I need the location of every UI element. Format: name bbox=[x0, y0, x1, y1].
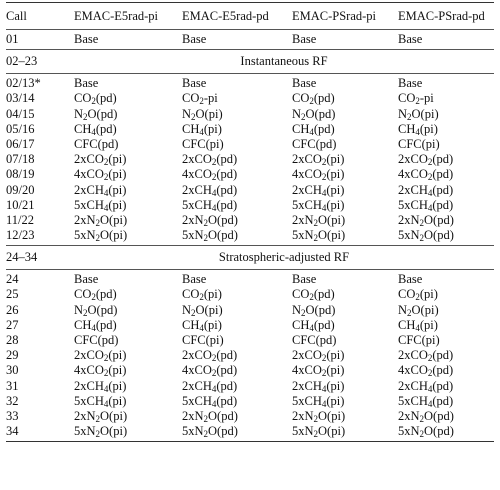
table-row bbox=[6, 228, 494, 243]
table-cell: Base bbox=[74, 76, 99, 91]
table-cell: 2xCO$_2$(pd) bbox=[182, 348, 238, 364]
table-row bbox=[6, 318, 494, 333]
table-cell: 4xCO$_2$(pi) bbox=[292, 363, 345, 379]
call-cell: 31 bbox=[6, 378, 19, 393]
table-cell: 2xCH$_4$(pi) bbox=[74, 182, 127, 198]
table-cell: 4xCO$_2$(pd) bbox=[182, 363, 238, 379]
table-cell: $2xN_2O(pi)$ bbox=[74, 212, 128, 228]
table-cell: 4xCO$_2$(pd) bbox=[398, 363, 454, 379]
table-cell: 4xCO$_2$(pd) bbox=[182, 167, 238, 183]
table-cell: $CO_2(pd)$ bbox=[74, 91, 117, 107]
section-rule bbox=[6, 245, 494, 246]
table-cell: $2xN_2O(pi)$ bbox=[292, 408, 346, 424]
call-cell: 25 bbox=[6, 287, 19, 302]
call-cell: 28 bbox=[6, 333, 19, 347]
table-cell: $5xN_2O(pi)$ bbox=[74, 228, 128, 244]
table-cell: 2xCO$_2$(pd) bbox=[398, 152, 454, 168]
call-cell: 02/13* bbox=[6, 76, 41, 91]
table-cell: $CH_4(pi)$ bbox=[182, 317, 222, 333]
table-row bbox=[6, 424, 494, 439]
table-cell: 2xCH$_4$(pd) bbox=[398, 378, 454, 394]
table-cell: 2xCO$_2$(pd) bbox=[398, 348, 454, 364]
table-cell: CFC(pi) bbox=[398, 136, 440, 151]
table-cell: $5xN_2O(pd)$ bbox=[182, 424, 238, 440]
top-rule bbox=[6, 2, 494, 3]
table-row bbox=[6, 363, 494, 378]
table-cell: $CH_4(pd)$ bbox=[74, 317, 117, 333]
table-cell: 4xCO$_2$(pi) bbox=[74, 363, 127, 379]
table-cell: 2xCO$_2$(pi) bbox=[74, 152, 127, 168]
table-cell: $N_2O(pi)$ bbox=[398, 106, 439, 122]
table-cell: $N_2O(pi)$ bbox=[398, 302, 439, 318]
table-cell: $5xN_2O(pd)$ bbox=[182, 228, 238, 244]
base-cell: Base bbox=[292, 32, 317, 46]
table-cell: 5xCH$_4$(pi) bbox=[292, 393, 345, 409]
table-row bbox=[6, 76, 494, 91]
table-cell: 2xCO$_2$(pi) bbox=[74, 348, 127, 364]
table-cell: $N_2O(pd)$ bbox=[74, 106, 118, 122]
table-row bbox=[6, 409, 494, 424]
section-rule bbox=[6, 73, 494, 74]
header-emac-e5rad-pd: EMAC-E5rad-pd bbox=[182, 9, 269, 23]
table-cell: $CO_2(pi)$ bbox=[398, 287, 438, 303]
table-cell: $2xN_2O(pd)$ bbox=[398, 408, 454, 424]
table-cell: 2xCH$_4$(pi) bbox=[292, 182, 345, 198]
table-cell: $CO_2(pd)$ bbox=[292, 287, 335, 303]
table-cell: $5xN_2O(pd)$ bbox=[398, 424, 454, 440]
call-cell: 32 bbox=[6, 393, 19, 408]
table-cell: 4xCO$_2$(pi) bbox=[74, 167, 127, 183]
table-cell: 2xCO$_2$(pd) bbox=[182, 152, 238, 168]
table-sections bbox=[6, 52, 494, 439]
table-row bbox=[6, 107, 494, 122]
table-cell: 5xCH$_4$(pd) bbox=[182, 197, 238, 213]
table-cell: CFC(pd) bbox=[292, 333, 337, 347]
table-cell: 2xCH$_4$(pi) bbox=[74, 378, 127, 394]
table-cell: Base bbox=[292, 272, 317, 287]
table-cell: CFC(pi) bbox=[182, 333, 224, 347]
table-cell: 2xCO$_2$(pi) bbox=[292, 152, 345, 168]
bottom-rule bbox=[6, 441, 494, 442]
table-cell: Base bbox=[398, 76, 423, 91]
table-cell: $2xN_2O(pd)$ bbox=[398, 212, 454, 228]
call-cell: 33 bbox=[6, 408, 19, 423]
base-cell: Base bbox=[74, 32, 99, 46]
table-cell: $2xN_2O(pi)$ bbox=[292, 212, 346, 228]
radiative-forcing-calls-table bbox=[6, 0, 494, 444]
table-cell: $CH_4(pd)$ bbox=[292, 121, 335, 137]
table-row bbox=[6, 137, 494, 152]
header-emac-e5rad-pi: EMAC-E5rad-pi bbox=[74, 9, 159, 23]
section-range: 24–34 bbox=[6, 250, 38, 265]
table-cell: Base bbox=[292, 76, 317, 91]
table-cell: $2xN_2O(pd)$ bbox=[182, 212, 238, 228]
table-row bbox=[6, 183, 494, 198]
header-rule bbox=[6, 29, 494, 30]
table-cell: $N_2O(pd)$ bbox=[292, 106, 336, 122]
table-cell: Base bbox=[182, 76, 207, 91]
header-emac-psrad-pi: EMAC-PSrad-pi bbox=[292, 9, 377, 23]
table-cell: 5xCH$_4$(pd) bbox=[182, 393, 238, 409]
table-row bbox=[6, 348, 494, 363]
table-cell: $N_2O(pd)$ bbox=[74, 302, 118, 318]
table-cell: $N_2O(pi)$ bbox=[182, 302, 223, 318]
table-cell: $2xN_2O(pi)$ bbox=[74, 408, 128, 424]
table-cell: 5xCH$_4$(pi) bbox=[74, 393, 127, 409]
table-cell: CFC(pd) bbox=[74, 333, 119, 347]
call-cell: 30 bbox=[6, 363, 19, 378]
table-row bbox=[6, 152, 494, 167]
table-cell: $CO_2(pd)$ bbox=[74, 287, 117, 303]
call-cell: 34 bbox=[6, 424, 19, 439]
table-row bbox=[6, 167, 494, 182]
table-cell: $5xN_2O(pd)$ bbox=[398, 228, 454, 244]
section-title: Stratospheric-adjusted RF bbox=[218, 250, 350, 265]
call-cell: 03/14 bbox=[6, 91, 35, 106]
base-cell: Base bbox=[398, 32, 423, 46]
table-cell: $CO_2(pi)$ bbox=[182, 287, 222, 303]
table-header-row bbox=[6, 5, 494, 27]
table-row bbox=[6, 213, 494, 228]
call-cell: 09/20 bbox=[6, 182, 35, 197]
call-cell: 07/18 bbox=[6, 152, 35, 167]
table-cell: 4xCO$_2$(pd) bbox=[398, 167, 454, 183]
section-header-row bbox=[6, 248, 494, 267]
call-cell: 27 bbox=[6, 317, 19, 332]
table-cell: $CH_4(pi)$ bbox=[182, 121, 222, 137]
call-cell: 10/21 bbox=[6, 197, 35, 212]
table-row bbox=[6, 91, 494, 106]
table-cell: CFC(pd) bbox=[292, 136, 337, 151]
table-cell: $CO_2-pi$ bbox=[398, 91, 434, 107]
table-cell: $5xN_2O(pi)$ bbox=[292, 424, 346, 440]
table-row bbox=[6, 379, 494, 394]
table-cell: CFC(pi) bbox=[182, 136, 224, 151]
table-cell: $N_2O(pd)$ bbox=[292, 302, 336, 318]
call-cell: 04/15 bbox=[6, 106, 35, 121]
base-cell: Base bbox=[182, 32, 207, 46]
call-cell: 26 bbox=[6, 302, 19, 317]
call-cell: 12/23 bbox=[6, 228, 35, 243]
section-range: 02–23 bbox=[6, 54, 38, 69]
section-title: Instantaneous RF bbox=[240, 54, 328, 69]
header-call: Call bbox=[6, 9, 27, 23]
table-row bbox=[6, 394, 494, 409]
table-cell: $CH_4(pd)$ bbox=[74, 121, 117, 137]
table-cell: $CH_4(pi)$ bbox=[398, 121, 438, 137]
table-cell: 4xCO$_2$(pi) bbox=[292, 167, 345, 183]
call-cell: 05/16 bbox=[6, 121, 35, 136]
table-cell: 2xCO$_2$(pi) bbox=[292, 348, 345, 364]
table-cell: 5xCH$_4$(pd) bbox=[398, 393, 454, 409]
table-cell: Base bbox=[398, 272, 423, 287]
table-row bbox=[6, 272, 494, 287]
table-cell: Base bbox=[182, 272, 207, 287]
table-cell: 2xCH$_4$(pi) bbox=[292, 378, 345, 394]
call-cell: 08/19 bbox=[6, 167, 35, 182]
table-cell: CFC(pi) bbox=[398, 333, 440, 347]
table-row bbox=[6, 333, 494, 348]
table-cell: Base bbox=[74, 272, 99, 287]
table-cell: 5xCH$_4$(pi) bbox=[74, 197, 127, 213]
base-call: 01 bbox=[6, 32, 19, 46]
table-row bbox=[6, 122, 494, 137]
call-cell: 11/22 bbox=[6, 212, 35, 227]
table-cell: 2xCH$_4$(pd) bbox=[182, 378, 238, 394]
table-cell: 2xCH$_4$(pd) bbox=[398, 182, 454, 198]
table-cell: $2xN_2O(pd)$ bbox=[182, 408, 238, 424]
section-rule bbox=[6, 49, 494, 50]
table-cell: $5xN_2O(pi)$ bbox=[74, 424, 128, 440]
call-cell: 24 bbox=[6, 272, 19, 287]
table-row bbox=[6, 198, 494, 213]
table-cell: $N_2O(pi)$ bbox=[182, 106, 223, 122]
call-cell: 06/17 bbox=[6, 136, 35, 151]
table-row bbox=[6, 303, 494, 318]
table-cell: $CH_4(pd)$ bbox=[292, 317, 335, 333]
base-row bbox=[6, 32, 494, 47]
table-cell: $CH_4(pi)$ bbox=[398, 317, 438, 333]
section-header-row bbox=[6, 52, 494, 71]
table-cell: 5xCH$_4$(pi) bbox=[292, 197, 345, 213]
table-row bbox=[6, 287, 494, 302]
table-cell: 5xCH$_4$(pd) bbox=[398, 197, 454, 213]
header-emac-psrad-pd: EMAC-PSrad-pd bbox=[398, 9, 485, 23]
table-cell: $CO_2(pd)$ bbox=[292, 91, 335, 107]
table-cell: 2xCH$_4$(pd) bbox=[182, 182, 238, 198]
section-rule bbox=[6, 269, 494, 270]
table-cell: CFC(pd) bbox=[74, 136, 119, 151]
call-cell: 29 bbox=[6, 348, 19, 363]
table-cell: $5xN_2O(pi)$ bbox=[292, 228, 346, 244]
table-cell: $CO_2-pi$ bbox=[182, 91, 218, 107]
